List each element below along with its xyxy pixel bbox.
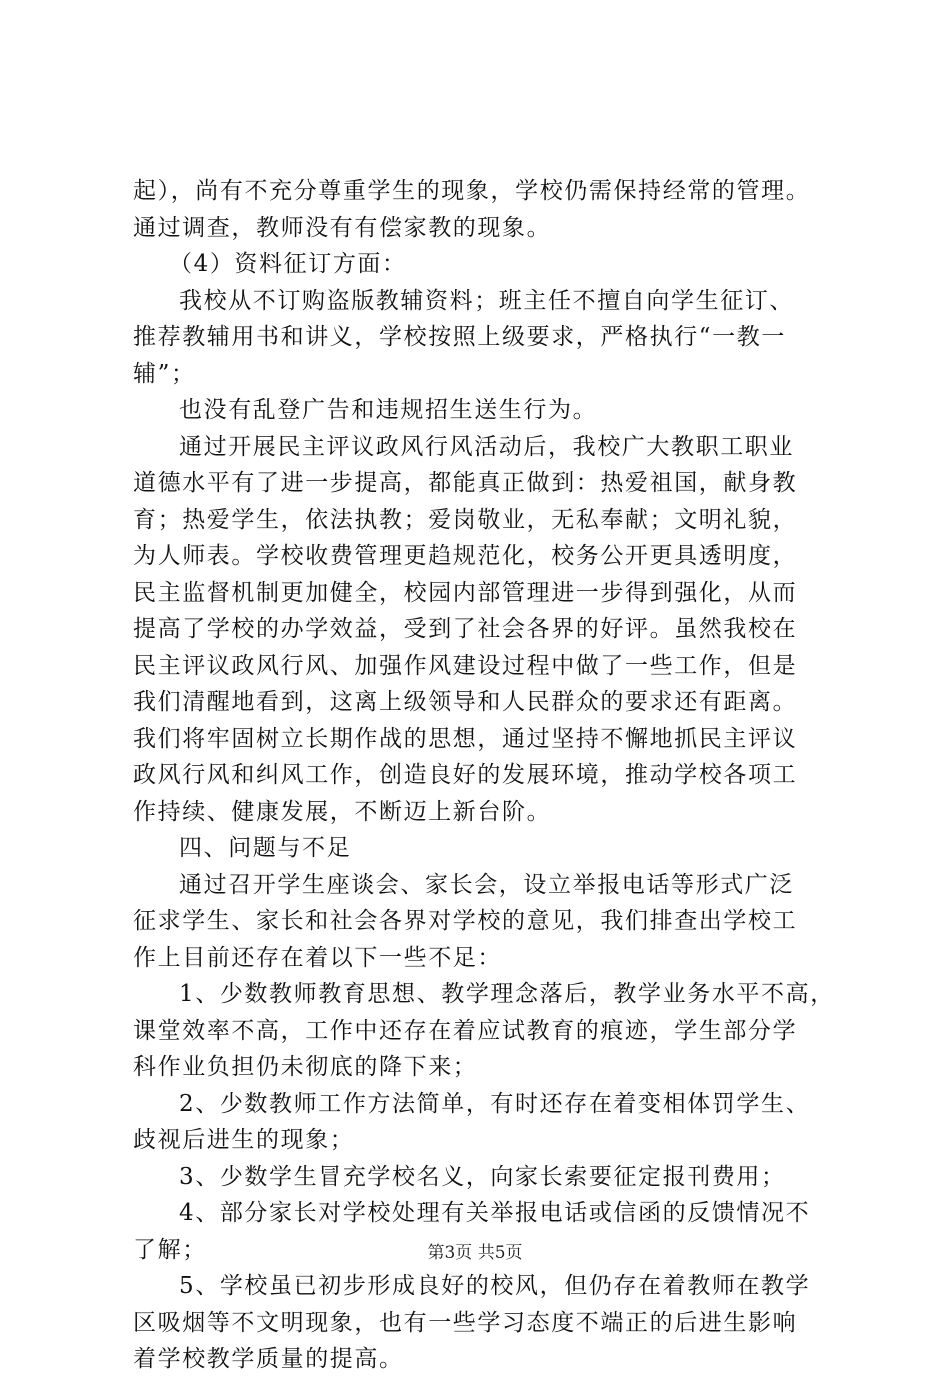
page-number-footer: 第3页 共5页	[427, 1243, 523, 1263]
text-line: 道德水平有了进一步提高，都能真正做到：热爱祖国，献身教	[133, 470, 798, 496]
list-item: 3、少数学生冒充学校名义，向家长索要征定报刊费用；	[179, 1163, 786, 1190]
text-line: 起），尚有不充分尊重学生的现象，学校仍需保持经常的管理。	[133, 178, 811, 204]
text-line: 我校从不订购盗版教辅资料；班主任不擅自向学生征订、	[179, 287, 794, 314]
text-line: 科作业负担仍未彻底的降下来；	[133, 1054, 478, 1080]
text-line: 通过召开学生座谈会、家长会，设立举报电话等形式广泛	[179, 871, 794, 898]
list-item: 1、少数教师教育思想、教学理念落后，教学业务水平不高，	[179, 981, 835, 1007]
text-line: 我们清醒地看到，这离上级领导和人民群众的要求还有距离。	[133, 689, 798, 715]
text-line: 也没有乱登广告和违规招生送生行为。	[179, 397, 598, 423]
text-line: 着学校教学质量的提高。	[133, 1346, 404, 1372]
section-heading: （4）资料征订方面：	[169, 251, 407, 277]
text-line: 征求学生、家长和社会各界对学校的意见，我们排查出学校工	[133, 908, 798, 934]
list-item: 4、部分家长对学校处理有关举报电话或信函的反馈情况不	[179, 1200, 811, 1226]
text-line: 区吸烟等不文明现象，也有一些学习态度不端正的后进生影响	[133, 1309, 798, 1336]
text-line: 歧视后进生的现象；	[133, 1127, 355, 1153]
text-line: 课堂效率不高，工作中还存在着应试教育的痕迹，学生部分学	[133, 1017, 798, 1044]
text-line: 了解；	[133, 1236, 207, 1263]
text-line: 我们将牢固树立长期作战的思想，通过坚持不懈地抓民主评议	[133, 725, 798, 752]
text-line: 民主评议政风行风、加强作风建设过程中做了一些工作，但是	[133, 652, 798, 679]
text-line: 辅”；	[133, 360, 196, 387]
list-item: 2、少数教师工作方法简单，有时还存在着变相体罚学生、	[179, 1090, 811, 1117]
text-line: 通过开展民主评议政风行风活动后，我校广大教职工职业	[179, 433, 794, 460]
text-line: 为人师表。学校收费管理更趋规范化，校务公开更具透明度，	[133, 543, 798, 569]
text-line: 政风行风和纠风工作，创造良好的发展环境，推动学校各项工	[133, 762, 798, 788]
document-body	[133, 173, 833, 1378]
text-line: 推荐教辅用书和讲义，学校按照上级要求，严格执行“一教一	[133, 324, 786, 350]
text-line: 育；热爱学生，依法执教；爱岗敬业，无私奉献；文明礼貌，	[133, 506, 798, 533]
section-heading: 四、问题与不足	[179, 835, 352, 861]
text-line: 作上目前还存在着以下一些不足：	[133, 944, 502, 971]
list-item: 5、学校虽已初步形成良好的校风，但仍存在着教师在教学	[179, 1273, 811, 1299]
text-line: 民主监督机制更加健全，校园内部管理进一步得到强化，从而	[133, 579, 798, 606]
text-line: 作持续、健康发展，不断迈上新台阶。	[133, 798, 552, 825]
text-line: 通过调查，教师没有有偿家教的现象。	[133, 214, 552, 241]
text-line: 提高了学校的办学效益，受到了社会各界的好评。虽然我校在	[133, 616, 798, 642]
